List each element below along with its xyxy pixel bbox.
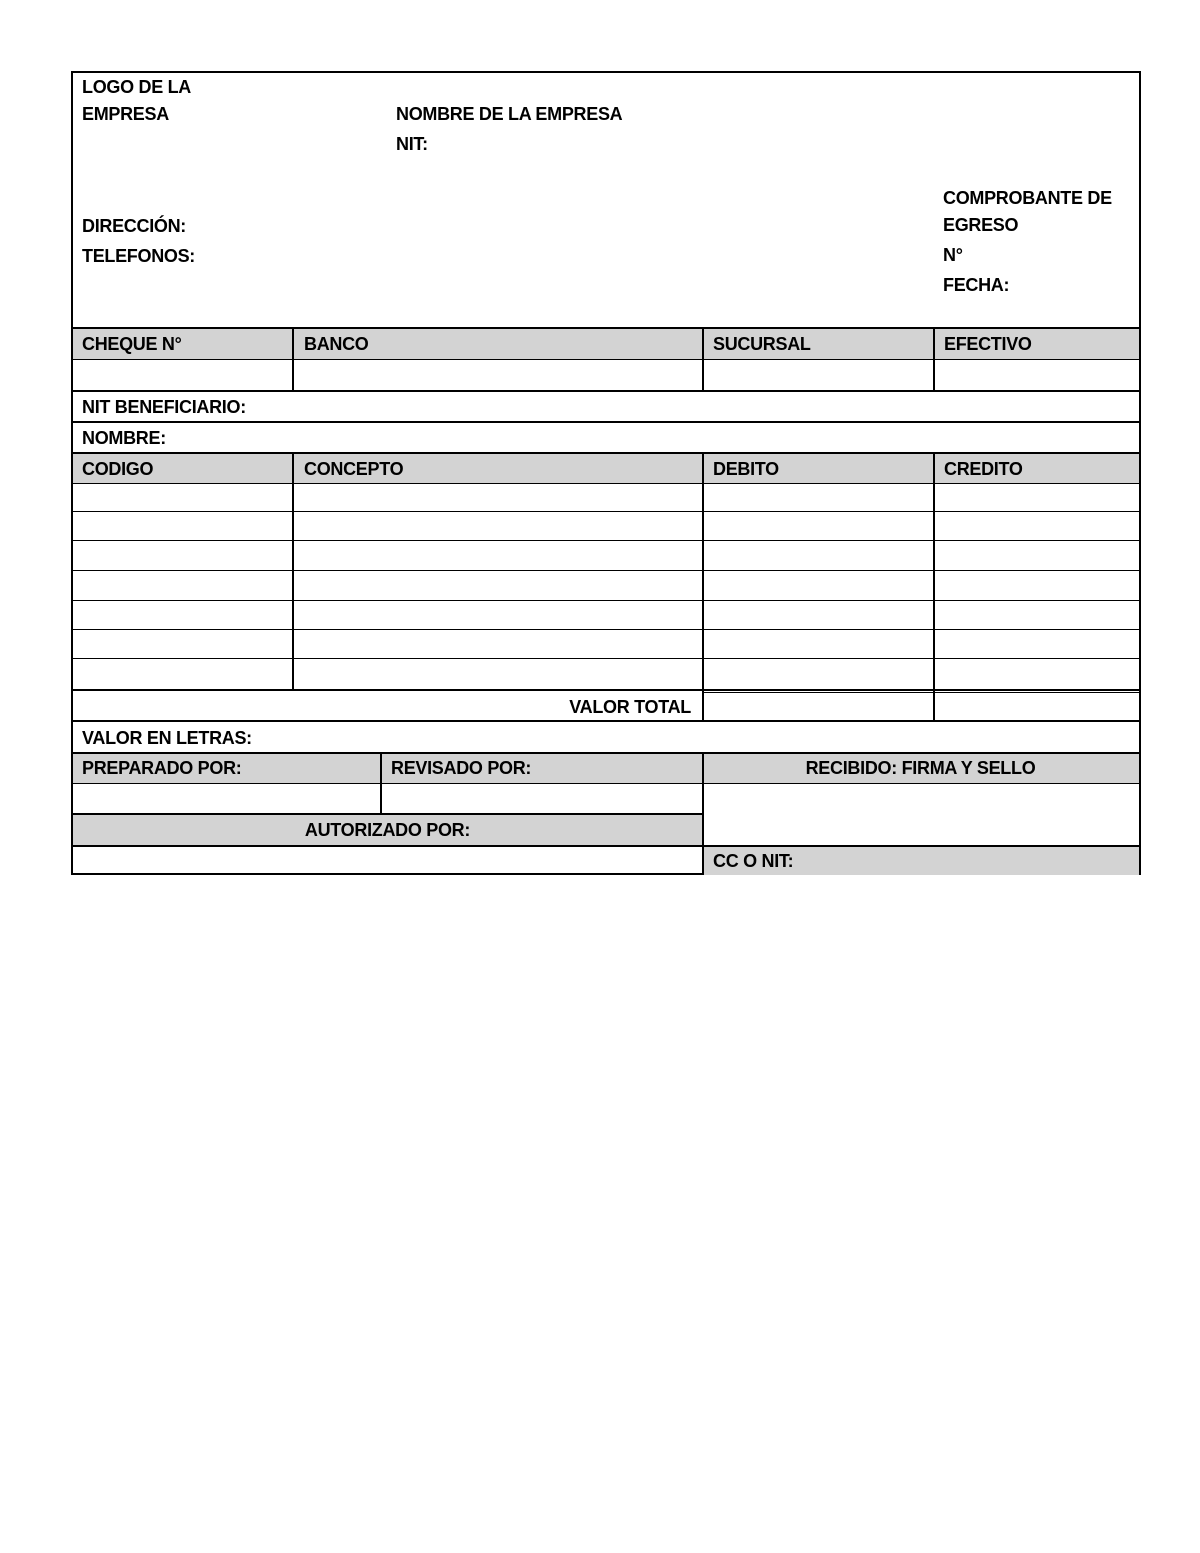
company-nit-label: NIT: [396,134,428,154]
credit-header: CREDITO [944,459,1023,479]
expense-voucher-form [71,71,1141,875]
branch-header: SUCURSAL [713,334,811,354]
concept-header: CONCEPTO [304,459,404,479]
company-name: NOMBRE DE LA EMPRESA [396,104,623,124]
code-header: CODIGO [82,459,154,479]
received-signature-label: RECIBIDO: FIRMA Y SELLO [805,758,1036,778]
cheque-number-header: CHEQUE N° [82,334,182,354]
phones-label: TELEFONOS: [82,246,195,266]
voucher-title-line2: EGRESO [943,215,1019,235]
total-value-label: VALOR TOTAL [569,697,691,717]
amount-in-words-label: VALOR EN LETRAS: [82,728,252,748]
reviewed-by-label: REVISADO POR: [391,758,532,778]
logo-label-line2: EMPRESA [82,104,169,124]
id-number-label: CC O NIT: [713,851,794,871]
cash-header: EFECTIVO [944,334,1032,354]
prepared-by-label: PREPARADO POR: [82,758,242,778]
address-label: DIRECCIÓN: [82,216,186,236]
voucher-number-label: N° [943,245,963,265]
voucher-title-line1: COMPROBANTE DE [943,188,1112,208]
logo-label-line1: LOGO DE LA [82,77,191,97]
bank-header: BANCO [304,334,369,354]
debit-header: DEBITO [713,459,779,479]
beneficiary-name-label: NOMBRE: [82,428,166,448]
voucher-date-label: FECHA: [943,275,1010,295]
authorized-by-label: AUTORIZADO POR: [304,820,471,840]
beneficiary-nit-label: NIT BENEFICIARIO: [82,397,246,417]
